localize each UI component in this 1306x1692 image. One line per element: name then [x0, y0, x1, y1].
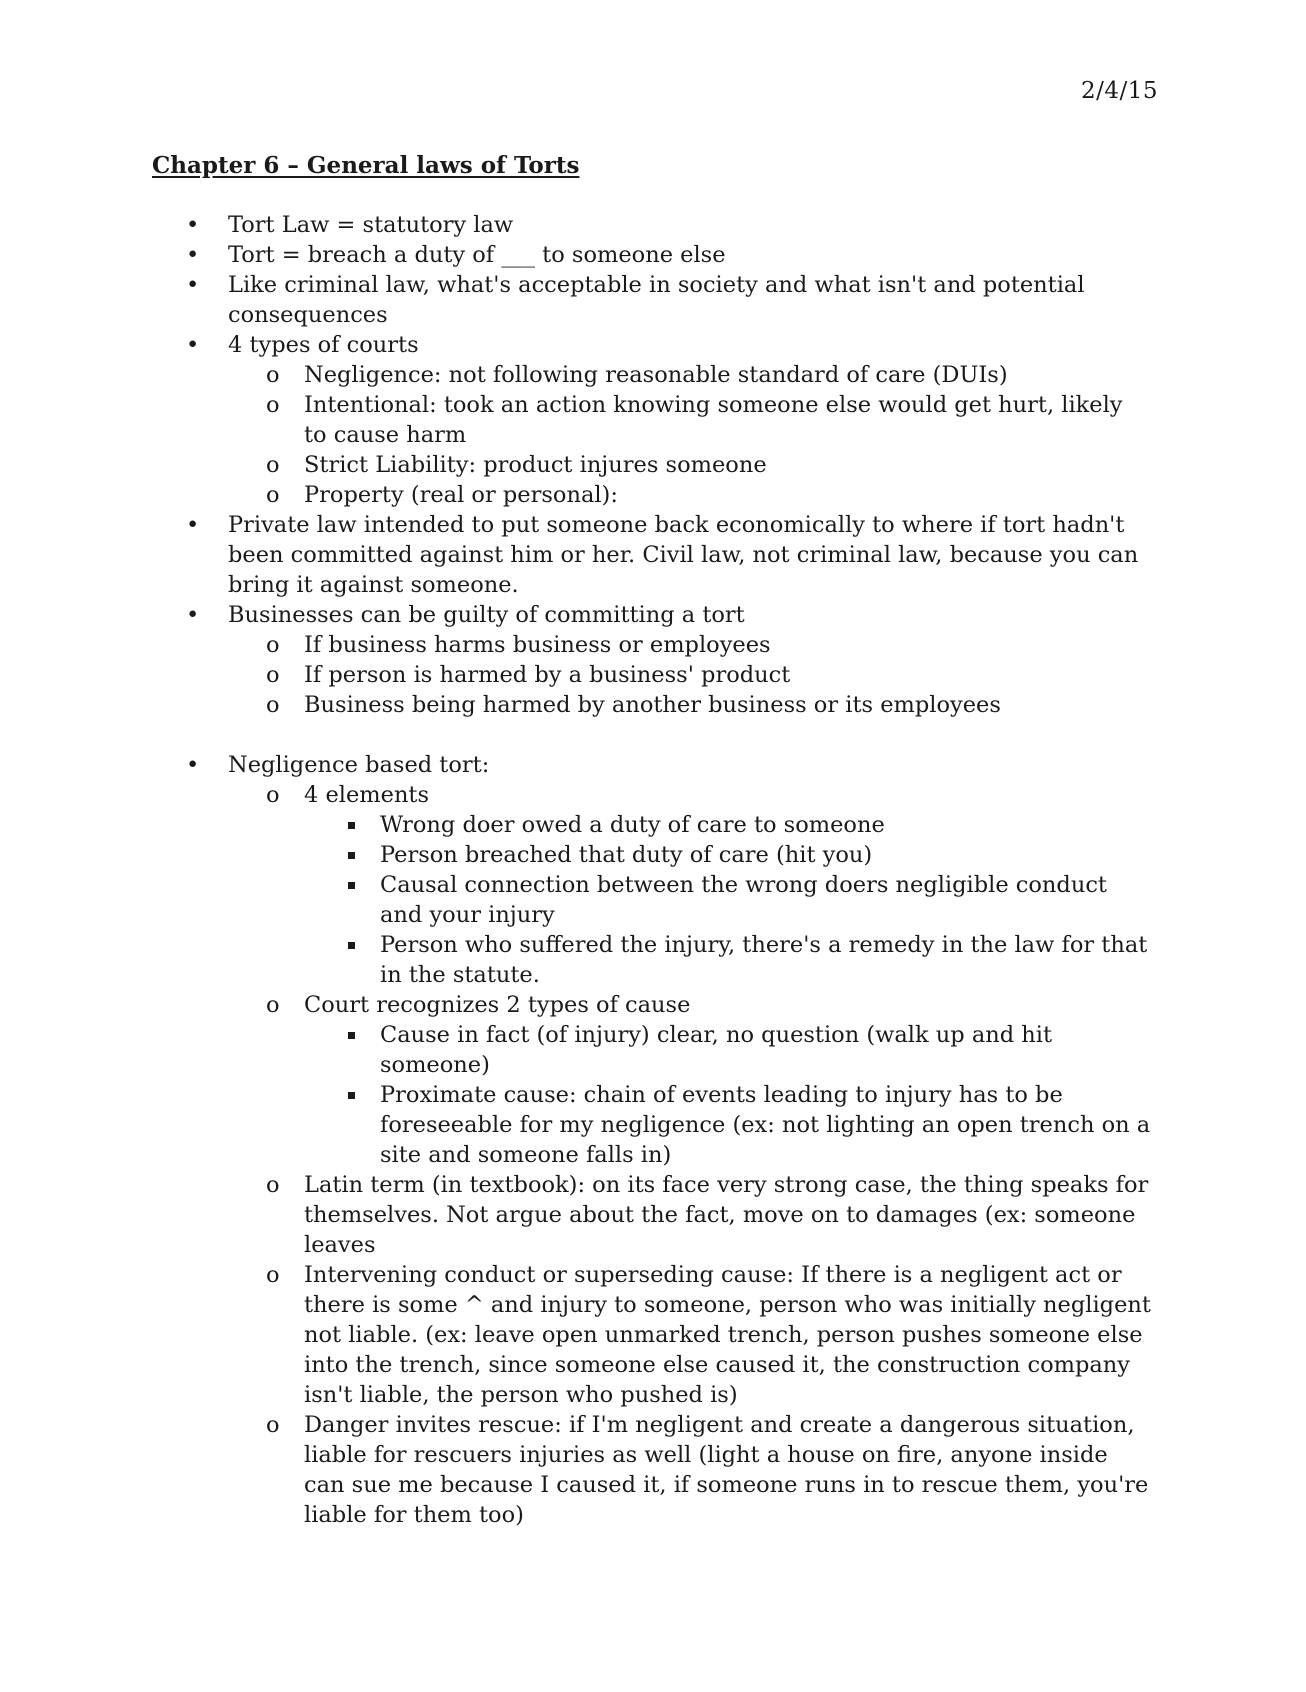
- sub-list-item: o Strict Liability: product injures someone: [304, 450, 1152, 480]
- sub-sub-list-item: Wrong doer owed a duty of care to someone: [380, 810, 1152, 840]
- sub-list-item-text: Court recognizes 2 types of cause: [304, 992, 691, 1018]
- spacer: [228, 720, 1152, 750]
- sub-sub-list-item: Proximate cause: chain of events leading to injury has to be foreseeable for my negligence (ex: not lighting an open trench on a site and someone falls in): [380, 1082, 1151, 1168]
- sub-sub-list-item: Person who suffered the injury, there's a remedy in the law for that in the statute.: [380, 930, 1152, 990]
- list-item-text: Businesses can be guilty of committing a tort: [228, 602, 745, 628]
- sub-list-item: o Danger invites rescue: if I'm negligent and create a dangerous situation, liable for rescuers injuries as well (light a house on fire, anyone inside can sue me because I caused it, if someone runs in to rescue them, you're liable for them too): [304, 1410, 1152, 1530]
- bullet-list: [0, 210, 1306, 1530]
- list-item: • Tort = breach a duty of ___ to someone else: [0, 240, 1152, 270]
- sub-list-item: o Negligence: not following reasonable standard of care (DUIs): [304, 360, 1152, 390]
- list-item: • Like criminal law, what's acceptable in society and what isn't and potential consequences: [0, 270, 1152, 330]
- list-item-text: Negligence based tort:: [228, 752, 490, 778]
- list-item-text: 4 types of courts: [228, 332, 419, 358]
- sub-sub-list-item: Causal connection between the wrong doers negligible conduct and your injury: [380, 870, 1152, 930]
- sub-list-item: o If person is harmed by a business' product: [304, 660, 1152, 690]
- sub-list-item: o Intentional: took an action knowing someone else would get hurt, likely to cause harm: [304, 390, 1152, 450]
- sub-sub-list-item: Person breached that duty of care (hit you): [380, 840, 1152, 870]
- list-item: [0, 330, 1152, 510]
- page-title: Chapter 6 – General laws of Torts: [152, 152, 580, 179]
- sub-list: [228, 360, 1152, 510]
- sub-list: [228, 780, 1152, 1530]
- sub-list-item: [304, 780, 1152, 990]
- sub-sub-list-item: Cause in fact (of injury) clear, no question (walk up and hit someone): [380, 1020, 1152, 1080]
- sub-sub-list: [304, 1020, 1152, 1170]
- list-item: [0, 750, 1152, 1530]
- sub-list-item: o Latin term (in textbook): on its face very strong case, the thing speaks for themselves. Not argue about the fact, move on to damages (ex: someone leaves: [304, 1170, 1152, 1260]
- list-item: • Tort Law = statutory law: [0, 210, 1152, 240]
- sub-list: [228, 630, 1152, 720]
- notes-content: [0, 210, 1306, 1530]
- sub-list-item-text: 4 elements: [304, 782, 430, 808]
- sub-list-item: o Property (real or personal):: [304, 480, 1152, 510]
- sub-list-item: o Business being harmed by another business or its employees: [304, 690, 1152, 720]
- sub-list-item: o Intervening conduct or superseding cause: If there is a negligent act or there is some ^ and injury to someone, person who was initially negligent not liable. (ex: leave open unmarked trench, person pushes someone else into the trench, since someone else caused it, the construction company isn't liable, the person who pushed is): [304, 1260, 1152, 1410]
- date: 2/4/15: [1080, 78, 1158, 104]
- sub-list-item: o If business harms business or employees: [304, 630, 1152, 660]
- sub-sub-list: [304, 810, 1152, 990]
- sub-list-item: [304, 990, 1152, 1170]
- list-item: [0, 600, 1152, 750]
- list-item: • Private law intended to put someone back economically to where if tort hadn't been committed against him or her. Civil law, not criminal law, because you can bring it against someone.: [0, 510, 1152, 600]
